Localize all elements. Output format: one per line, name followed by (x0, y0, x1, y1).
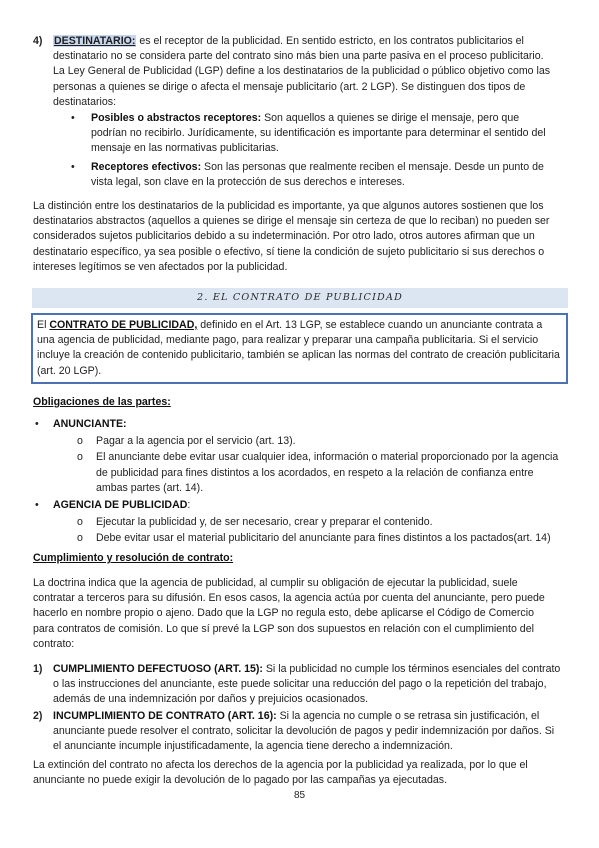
definition-paragraph (37, 318, 560, 379)
destinatario-paragraph (53, 34, 553, 110)
circle-bullet-icon: o (77, 532, 83, 545)
definition-box (31, 313, 568, 384)
section-heading: 2. EL CONTRATO DE PUBLICIDAD (32, 288, 568, 308)
compliance-heading-text: Cumplimiento y resolución de contrato: (33, 552, 234, 564)
bullet-icon: • (71, 160, 75, 173)
type-text: Son las personas que realmente reciben el mensaje. Desde un punto de vista legal, son clave en la protección de sus derechos e intereses. (91, 160, 544, 188)
list-item (53, 531, 568, 546)
obligations-list (53, 434, 568, 496)
list-item (53, 111, 553, 157)
compliance-heading (33, 551, 233, 566)
case-number: 2) (33, 709, 43, 722)
list-item (33, 662, 563, 708)
definition-lead: El (37, 319, 50, 331)
circle-bullet-icon: o (77, 435, 83, 448)
list-item (53, 450, 568, 496)
party-agencia (33, 498, 568, 547)
obligation-text: Debe evitar usar el material publicitario del anunciante para fines distintos a los pactados(art. 14) (96, 532, 551, 545)
list-item (53, 434, 568, 449)
list-item (33, 709, 563, 755)
circle-bullet-icon: o (77, 451, 83, 464)
destinatario-text: es el receptor de la publicidad. En sentido estricto, en los contratos publicitarios el destinatario no se considera parte del contrato sino más bien una parte pasiva en el proceso publicitario. La Ley General de Publicidad (LGP) define a los destinatarios de la publicidad o público objetivo como las personas a quienes se dirige o afecta el mensaje publicitario (art. 2 LGP). Se distinguen dos tipos de destinatarios: (53, 35, 551, 108)
list-item (53, 160, 553, 190)
type-term: Receptores efectivos: (91, 160, 202, 173)
case-term: INCUMPLIMIENTO DE CONTRATO (ART. 16): (53, 709, 277, 722)
definition-term: CONTRATO DE PUBLICIDAD, (49, 319, 198, 331)
circle-bullet-icon: o (77, 516, 83, 529)
destinatario-term: DESTINATARIO: (54, 35, 136, 47)
distinction-paragraph: La distinción entre los destinatarios de la publicidad es importante, ya que algunos autores sostienen que los destinatarios abstractos (aquellos a quienes se dirige el mensaje sin certeza de que lo reciban) no pueden ser considerados sujetos publicitarios debido a su indeterminación. Por otro lado, otros autores afirman que un destinatario específico, ya sea posible o efectivo, sí tiene la condición de sujeto publicitario si sus derechos o intereses legítimos se ven afectados por la publicidad. (33, 200, 550, 273)
obligations-heading (33, 395, 171, 410)
case-term: CUMPLIMIENTO DEFECTUOSO (ART. 15): (53, 663, 263, 675)
destinatario-types-list (53, 111, 553, 190)
bullet-icon: • (35, 499, 39, 512)
obligation-text: Ejecutar la publicidad y, de ser necesario, crear y preparar el contenido. (96, 516, 433, 529)
doctrine-paragraph: La doctrina indica que la agencia de publicidad, al cumplir su obligación de ejecutar la publicidad, suele contratar a terceros para su difusión. En esos casos, la agencia actúa por cuenta del anunciante, pero puede hacerlo en nombre propio o ajeno. Dado que la LGP no regula esto, debe aplicarse el Código de Comercio para contratos de comisión. Lo que sí prevé la LGP son dos supuestos en relación con el cumplimiento del contrato: (33, 577, 545, 650)
type-text: Son aquellos a quienes se dirige el mensaje, pero que podrían no recibirlo. Jurídicamente, su identificación es importante para determinar el sentido del mensaje en las normativas publicitarias. (91, 112, 546, 155)
extinction-paragraph: La extinción del contrato no afecta los derechos de la agencia por la publicidad ya realizada, por lo que el anunciante no puede exigir la devolución de lo pagado por las campañas ya ejecutadas. (33, 759, 528, 787)
item-number: 4) (33, 35, 43, 47)
party-anunciante (33, 417, 568, 496)
definition-text: definido en el Art. 13 LGP, se establece cuando un anunciante contrata a una agencia de publicidad, mediante pago, para realizar y preparar una campaña publicitaria. Si el servicio incluye la creación de contenido publicitario, también se aplican las normas del contrato de creación publicitaria (art. 20 LGP). (37, 319, 560, 377)
party-name: AGENCIA DE PUBLICIDAD (53, 499, 188, 512)
item-destinatario (33, 34, 553, 193)
list-item (53, 515, 568, 530)
parties-list (33, 417, 568, 549)
case-text: Si la publicidad no cumple los términos esenciales del contrato o las instrucciones del anunciante, este puede solicitar una reducción del pago o la repetición del trabajo, además de una indemnización por daños y prejuicios ocasionados. (53, 663, 561, 706)
obligations-heading-text: Obligaciones de las partes: (33, 396, 171, 408)
page-number: 85 (293, 790, 306, 801)
obligations-list (53, 515, 568, 546)
bullet-icon: • (35, 418, 39, 430)
obligation-text: El anunciante debe evitar usar cualquier idea, información o material proporcionado por la agencia de publicidad para fines distintos a los acordados, en respeto a la relación de confianza entre ambas partes (art. 14). (96, 451, 559, 494)
cases-list (33, 662, 563, 755)
case-text: Si la agencia no cumple o se retrasa sin justificación, el anunciante puede resolver el contrato, solicitar la devolución de pagos y pedir indemnización por daños. Si el anunciante incumple injustificadamente, la agencia tiene derecho a indemnización. (53, 709, 555, 753)
bullet-icon: • (71, 112, 75, 125)
obligation-text: Pagar a la agencia por el servicio (art. 13). (96, 435, 296, 448)
party-name: ANUNCIANTE: (53, 418, 127, 430)
type-term: Posibles o abstractos receptores: (91, 112, 262, 125)
case-number: 1) (33, 663, 43, 675)
party-name-suffix: : (187, 499, 191, 512)
